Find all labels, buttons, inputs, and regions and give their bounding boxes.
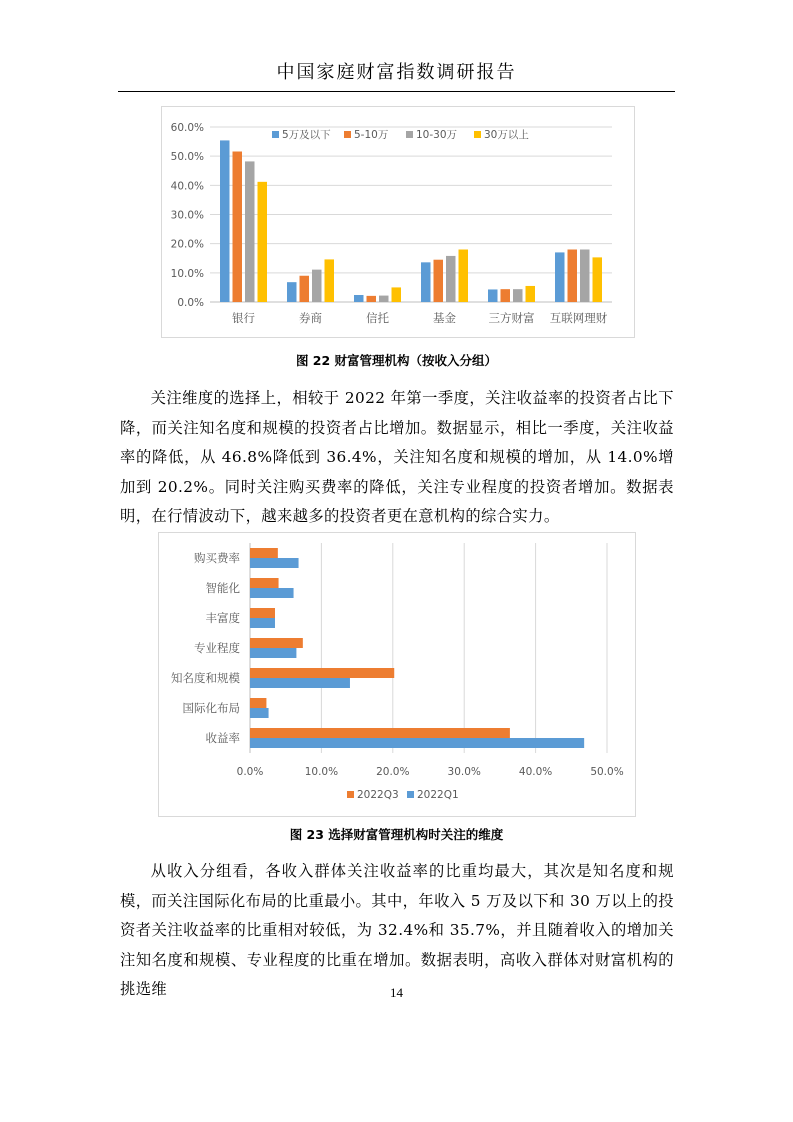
bar	[250, 648, 296, 658]
x-tick-label: 10.0%	[304, 766, 339, 778]
x-tick-label: 三方财富	[488, 311, 535, 325]
chart-22-svg	[162, 107, 634, 337]
bar	[250, 738, 584, 748]
bar	[446, 256, 456, 302]
legend-label: 2022Q3	[357, 789, 399, 801]
legend-label: 10-30万	[416, 129, 458, 141]
y-tick-label: 50.0%	[170, 151, 204, 164]
page-number: 14	[390, 985, 403, 1000]
bar	[421, 262, 431, 302]
x-tick-label: 30.0%	[447, 766, 481, 778]
legend-label: 30万以上	[484, 129, 529, 141]
bar	[250, 618, 275, 628]
bar	[488, 289, 498, 302]
y-tick-label: 购买费率	[194, 551, 240, 565]
bar	[250, 548, 278, 558]
legend-swatch	[407, 791, 414, 798]
y-tick-label: 20.0%	[170, 238, 204, 251]
x-tick-label: 券商	[299, 311, 322, 325]
legend-label: 5-10万	[354, 129, 389, 141]
chart-23-svg	[159, 533, 635, 816]
y-tick-label: 收益率	[205, 731, 240, 745]
y-tick-label: 30.0%	[170, 209, 204, 222]
bar	[250, 608, 275, 618]
bar	[459, 250, 469, 303]
bar	[250, 578, 279, 588]
figure-23-caption: 图 23 选择财富管理机构时关注的维度	[289, 827, 504, 842]
bar	[287, 282, 297, 302]
bar	[233, 152, 243, 303]
y-tick-label: 智能化	[205, 581, 240, 595]
bar	[593, 257, 603, 302]
bar	[555, 252, 565, 302]
legend-swatch	[347, 791, 354, 798]
legend-swatch	[406, 131, 413, 138]
bar	[312, 270, 322, 302]
bar	[250, 728, 510, 738]
bar	[250, 708, 269, 718]
bar	[245, 161, 255, 302]
y-tick-label: 0.0%	[177, 297, 204, 309]
x-tick-label: 信托	[366, 311, 389, 325]
bar	[250, 588, 294, 598]
legend-label: 2022Q1	[417, 789, 459, 801]
bar	[434, 260, 444, 302]
y-tick-label: 10.0%	[170, 267, 204, 280]
bar	[258, 182, 268, 302]
x-tick-label: 50.0%	[590, 766, 624, 778]
x-tick-label: 银行	[232, 311, 255, 325]
bar	[580, 250, 590, 303]
legend-label: 5万及以下	[282, 129, 331, 141]
bar	[392, 287, 402, 302]
bar	[367, 296, 377, 302]
figure-22-caption: 图 22 财富管理机构（按收入分组）	[295, 353, 498, 368]
bar	[325, 259, 335, 302]
x-tick-label: 互联网理财	[549, 311, 608, 325]
bar	[250, 698, 266, 708]
y-tick-label: 知名度和规模	[171, 671, 240, 685]
y-tick-label: 60.0%	[170, 122, 204, 134]
bar	[379, 296, 389, 302]
legend-swatch	[272, 131, 279, 138]
y-tick-label: 专业程度	[194, 641, 240, 655]
paragraph-2: 从收入分组看，各收入群体关注收益率的比重均最大，其次是知名度和规模，而关注国际化布局的比重最小。其中，年收入 5 万及以下和 30 万以上的投资者关注收益率的比重相对较低，为 32.4%和 35.7%，并且随着收入的增加关注知名度和规模、专业程度的比重在增加。数据表明，高收入群体对财富机构的挑选维	[120, 862, 674, 998]
x-tick-label: 20.0%	[376, 766, 410, 778]
bar	[354, 295, 364, 302]
x-tick-label: 40.0%	[518, 766, 553, 778]
bar	[501, 289, 511, 302]
header-rule	[118, 91, 675, 92]
bar	[300, 276, 310, 302]
bar	[220, 140, 230, 302]
chart-22-frame	[161, 106, 635, 338]
bar	[513, 289, 523, 302]
page-header-title: 中国家庭财富指数调研报告	[276, 62, 517, 83]
bar	[250, 558, 299, 568]
x-tick-label: 0.0%	[236, 766, 264, 778]
chart-23-frame	[158, 532, 636, 817]
x-tick-label: 基金	[433, 311, 456, 325]
legend-swatch	[474, 131, 481, 138]
legend-swatch	[344, 131, 351, 138]
y-tick-label: 国际化布局	[182, 701, 240, 715]
y-tick-label: 40.0%	[170, 180, 204, 193]
paragraph-1: 关注维度的选择上，相较于 2022 年第一季度，关注收益率的投资者占比下降，而关注知名度和规模的投资者占比增加。数据显示，相比一季度，关注收益率的降低，从 46.8%降低到 36.4%，关注知名度和规模的增加，从 14.0%增加到 20.2%。同时关注购买费率的降低，关注专业程度的投资者增加。数据表明，在行情波动下，越来越多的投资者更在意机构的综合实力。	[120, 389, 674, 525]
bar	[250, 678, 350, 688]
bar	[526, 286, 536, 302]
bar	[250, 668, 394, 678]
bar	[568, 250, 578, 303]
bar	[250, 638, 303, 648]
y-tick-label: 丰富度	[205, 611, 240, 625]
